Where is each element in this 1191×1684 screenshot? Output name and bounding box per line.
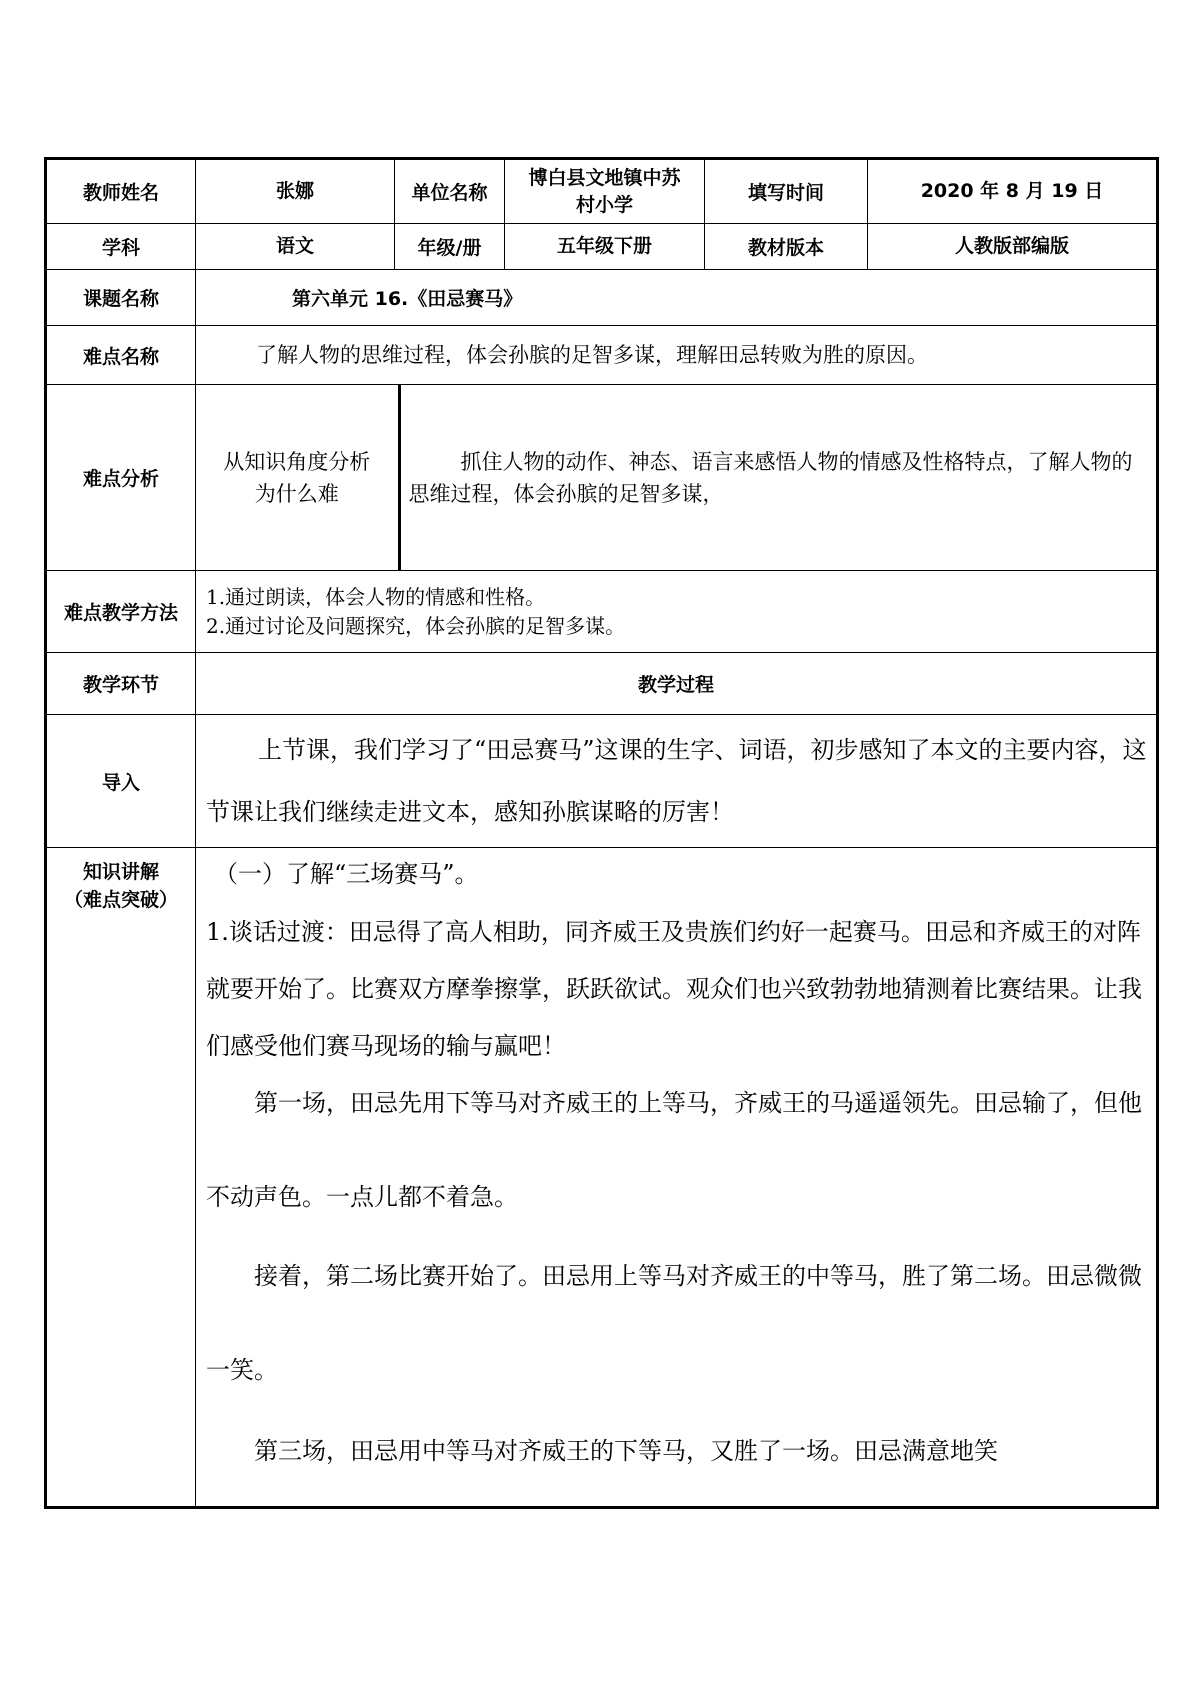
intro-label: 导入 bbox=[46, 715, 196, 848]
methods-label: 难点教学方法 bbox=[46, 571, 196, 653]
topic-label: 课题名称 bbox=[46, 270, 196, 326]
teacher-label: 教师姓名 bbox=[46, 159, 196, 224]
difficulty-label: 难点名称 bbox=[46, 326, 196, 385]
analysis-text: 抓住人物的动作、神态、语言来感悟人物的情感及性格特点，了解人物的思维过程，体会孙膑的足智多谋， bbox=[408, 449, 1133, 506]
difficulty-row bbox=[46, 326, 1158, 385]
unit-label: 单位名称 bbox=[395, 159, 505, 224]
edition-value: 人教版部编版 bbox=[868, 224, 1158, 270]
grade-label: 年级/册 bbox=[395, 224, 505, 270]
teacher-name: 张娜 bbox=[196, 159, 395, 224]
unit-name-line2: 村小学 bbox=[575, 193, 633, 216]
intro-row bbox=[46, 715, 1158, 848]
method-item-1: 1.通过朗读，体会人物的情感和性格。 bbox=[206, 584, 546, 609]
process-label: 教学环节 bbox=[46, 653, 196, 715]
unit-name bbox=[505, 159, 705, 224]
analysis-content bbox=[196, 385, 1158, 571]
analysis-inner-table bbox=[196, 385, 1156, 570]
analysis-row bbox=[46, 385, 1158, 571]
grade-value: 五年级下册 bbox=[505, 224, 705, 270]
knowledge-label-line1: 知识讲解 bbox=[82, 861, 159, 883]
edition-label: 教材版本 bbox=[705, 224, 868, 270]
process-value: 教学过程 bbox=[196, 653, 1158, 715]
knowledge-label bbox=[46, 848, 196, 1508]
knowledge-para-1: 1.谈话过渡：田忌得了高人相助，同齐威王及贵族们约好一起赛马。田忌和齐威王的对阵就要开始了。比赛双方摩拳擦掌，跃跃欲试。观众们也兴致勃勃地猜测着比赛结果。让我们感受他们赛马现场的输与赢吧！ bbox=[206, 918, 1142, 1060]
process-header-row bbox=[46, 653, 1158, 715]
method-item-2: 2.通过讨论及问题探究，体会孙膑的足智多谋。 bbox=[206, 613, 626, 638]
date-value: 2020 年 8 月 19 日 bbox=[868, 159, 1158, 224]
subject-value: 语文 bbox=[196, 224, 395, 270]
header-row-2 bbox=[46, 224, 1158, 270]
date-label: 填写时间 bbox=[705, 159, 868, 224]
knowledge-para-4: 第三场，田忌用中等马对齐威王的下等马，又胜了一场。田忌满意地笑 bbox=[254, 1437, 998, 1465]
intro-content bbox=[196, 715, 1158, 848]
knowledge-row bbox=[46, 848, 1158, 1508]
unit-name-line1: 博白县文地镇中苏 bbox=[528, 166, 681, 189]
topic-value: 第六单元 16.《田忌赛马》 bbox=[196, 270, 1158, 326]
header-row-1 bbox=[46, 159, 1158, 224]
analysis-sub-label-line1: 从知识角度分析 bbox=[223, 449, 371, 474]
analysis-label: 难点分析 bbox=[46, 385, 196, 571]
difficulty-value: 了解人物的思维过程，体会孙膑的足智多谋，理解田忌转败为胜的原因。 bbox=[196, 326, 1158, 385]
intro-text: 上节课，我们学习了“田忌赛马”这课的生字、词语，初步感知了本文的主要内容，这节课让我们继续走进文本，感知孙膑谋略的厉害！ bbox=[206, 736, 1147, 826]
knowledge-content bbox=[196, 848, 1158, 1508]
knowledge-para-2: 第一场，田忌先用下等马对齐威王的上等马，齐威王的马遥遥领先。田忌输了，但他不动声色。一点儿都不着急。 bbox=[206, 1089, 1142, 1211]
knowledge-para-3: 接着，第二场比赛开始了。田忌用上等马对齐威王的中等马，胜了第二场。田忌微微一笑。 bbox=[206, 1262, 1142, 1384]
lesson-plan-table bbox=[44, 157, 1159, 1509]
analysis-sub-label-line2: 为什么难 bbox=[254, 481, 339, 506]
subject-label: 学科 bbox=[46, 224, 196, 270]
knowledge-label-line2: （难点突破） bbox=[63, 889, 178, 911]
topic-row bbox=[46, 270, 1158, 326]
methods-list bbox=[196, 571, 1158, 653]
analysis-sub-label bbox=[196, 385, 399, 570]
knowledge-section-title: （一）了解“三场赛马”。 bbox=[214, 860, 479, 888]
methods-row bbox=[46, 571, 1158, 653]
